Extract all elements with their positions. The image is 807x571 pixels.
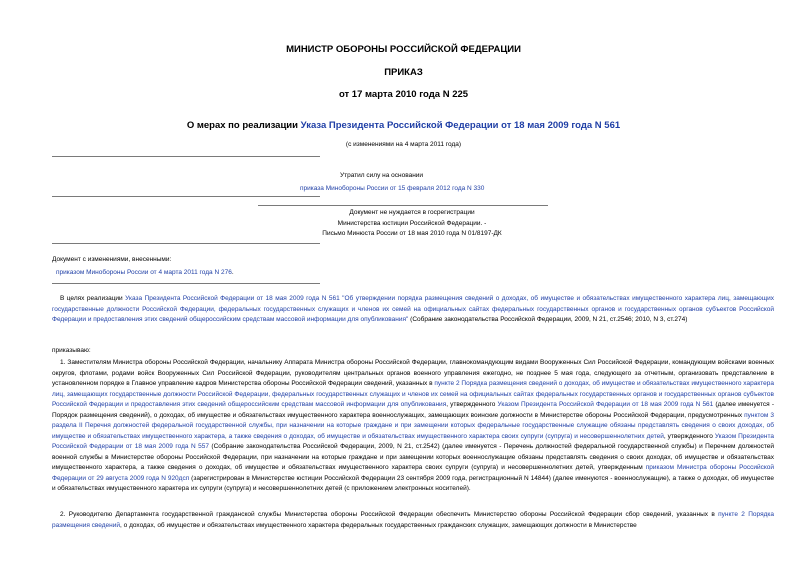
item-1-text-a: 1. Заместителям Министра обороны Российской Федерации, начальнику Аппарата Министра обороны Российской Федерации, главнокомандующим видами Вооруженных Сил Российской Федерации, командующим войсками военных округов, флотами, родами войск Вооруженных Сил Российской Федерации, руководителям центральных органов военного управления ежегодно, не позднее 5 мая года, следующего за отчетным, организовать представление в установленном порядке в Главное управление кадров Министерства обороны Российской Федерации сведений, указанных в	[52, 359, 774, 387]
changes-note: (с изменениями на 4 марта 2011 года)	[345, 141, 462, 148]
date-number-heading: от 17 марта 2010 года N 225	[338, 89, 469, 100]
item-1-text-e: (Собрание законодательства Российской Федерации, 2009, N 21, ст.2542) (далее именуется - Перечень должностей федеральной государственной службы) и Перечнем должностей военной службы в Министерстве обороны Российской Федерации, при назначении на которые граждане и при замещении которых военнослужащие обязаны представлять сведения о своих доходах, об имуществе и обязательствах имущественного характера, а также сведения о доходах, об имуществе и обязательствах имущественного характера своих супруги (супруга) и несовершеннолетних детей, утвержденным	[52, 443, 774, 471]
item-2-text-a: 2. Руководителю Департамента государственной гражданской службы Министерства обороны Российской Федерации обеспечить Министерство обороны Российской Федерации сбор сведений, указанных в	[60, 511, 719, 518]
preamble-tail: (Собрание законодательства Российской Федерации, 2009, N 21, ст.2546; 2010, N 3, ст.274)	[408, 316, 688, 323]
order-word: приказываю:	[52, 347, 91, 354]
item-1-link-order-920[interactable]: приказом Министра обороны Российской Федерации от 29 августа 2009 года N 920дсп	[52, 464, 775, 482]
item-1-link-decree-561[interactable]: Указом Президента Российской Федерации от 18 мая 2009 года N 561	[497, 401, 714, 408]
preamble-decree-link[interactable]: Указа Президента Российской Федерации от 18 мая 2009 года N 561 "Об утверждении порядка размещения сведений о доходах, об имуществе и обязательствах имущественного характера лиц, замещающих государственные должности Российской Федерации, федеральных государственных служащих и членов их семей на официальных сайтах федеральных государственных органов и государственных органов субъектов Российской Федерации и предоставления этих сведений общероссийским средствам массовой информации для опубликования"	[52, 295, 774, 323]
item-1-link-procedure[interactable]: пункте 2 Порядка размещения сведений о доходах, об имуществе и обязательствах имущественного характера лиц, замещающих государственные должности Российской Федерации, федеральных государственных служащих и членов их семей на официальных сайтах федеральных государственных органов и государственных органов субъектов Российской Федерации и предоставления этих сведений общероссийским средствам массовой информации для опубликования	[52, 380, 774, 408]
item-1-link-list[interactable]: пунктом 3 раздела II Перечня должностей федеральной государственной службы, при назначении на которые граждане и при замещении которых федеральные государственные служащие обязаны представлять сведения о своих доходах, об имуществе и обязательствах имущественного характера, а также сведения о доходах, об имуществе и обязательствах имущественного характера своих супруги (супруга) и несовершеннолетних детей	[52, 411, 774, 440]
status-repeal-link[interactable]: приказа Минобороны России от 15 февраля 2012 года N 330	[300, 184, 485, 192]
item-2-link-procedure[interactable]: пункте 2 Порядка размещения сведений	[52, 511, 775, 529]
title-decree-link[interactable]: Указа Президента Российской Федерации от 18 мая 2009 года N 561	[300, 120, 621, 131]
divider	[52, 196, 320, 197]
divider	[52, 243, 320, 244]
status-block	[300, 171, 640, 194]
divider	[52, 283, 320, 284]
item-1-paragraph	[52, 358, 774, 495]
amendments-link-line	[56, 268, 452, 279]
registration-line-3: Письмо Минюста России от 18 мая 2010 года N 01/8197-ДК	[322, 230, 502, 237]
registration-line-1: Документ не нуждается в госрегистрации	[349, 209, 475, 216]
document-title	[0, 120, 807, 131]
item-1-link-decree-557[interactable]: Указом Президента Российской Федерации от 18 мая 2009 года N 557	[52, 432, 774, 450]
status-line: Утратил силу на основании	[340, 172, 424, 179]
amendments-block	[52, 255, 452, 278]
title-prefix: О мерах по реализации	[186, 120, 301, 131]
item-1-text-f: (зарегистрирован в Министерстве юстиции Российской Федерации 23 сентября 2009 года, регистрационный N 14844) (далее именуются - военнослужащие), а также о доходах, об имуществе и обязательствах имущественного характера их супруги (супруга) и несовершеннолетних детей (с приложением электронных носителей).	[52, 474, 774, 492]
item-2-text-b: , о доходах, об имуществе и обязательствах имущественного характера федеральных государственных гражданских служащих, замещающих должности в Министерстве	[120, 521, 637, 529]
amendment-order-link[interactable]: приказом Минобороны России от 4 марта 2011 года N 276	[56, 268, 232, 276]
preamble-lead: В целях реализации	[60, 295, 126, 302]
item-1-text-b: , утвержденного	[446, 401, 498, 408]
item-1-text-c: (далее именуется - Порядок размещения сведений), о доходах, об имуществе и обязательствах имущественного характера военнослужащих, замещающих воинские должности в Министерстве обороны Российской Федерации, предусмотренных	[52, 401, 774, 419]
amendments-tail: .	[231, 268, 234, 276]
registration-line-2: Министерства юстиции Российской Федерации. -	[337, 219, 487, 227]
divider	[258, 205, 548, 206]
registration-block	[262, 208, 562, 240]
item-2-paragraph	[52, 510, 774, 531]
amendments-line: Документ с изменениями, внесенными:	[52, 256, 172, 263]
preamble-paragraph	[52, 294, 774, 326]
doc-type-heading: ПРИКАЗ	[384, 67, 423, 78]
item-1-text-d: , утвержденного	[663, 432, 715, 440]
divider	[52, 156, 320, 157]
ministry-heading: МИНИСТР ОБОРОНЫ РОССИЙСКОЙ ФЕДЕРАЦИИ	[286, 44, 521, 55]
